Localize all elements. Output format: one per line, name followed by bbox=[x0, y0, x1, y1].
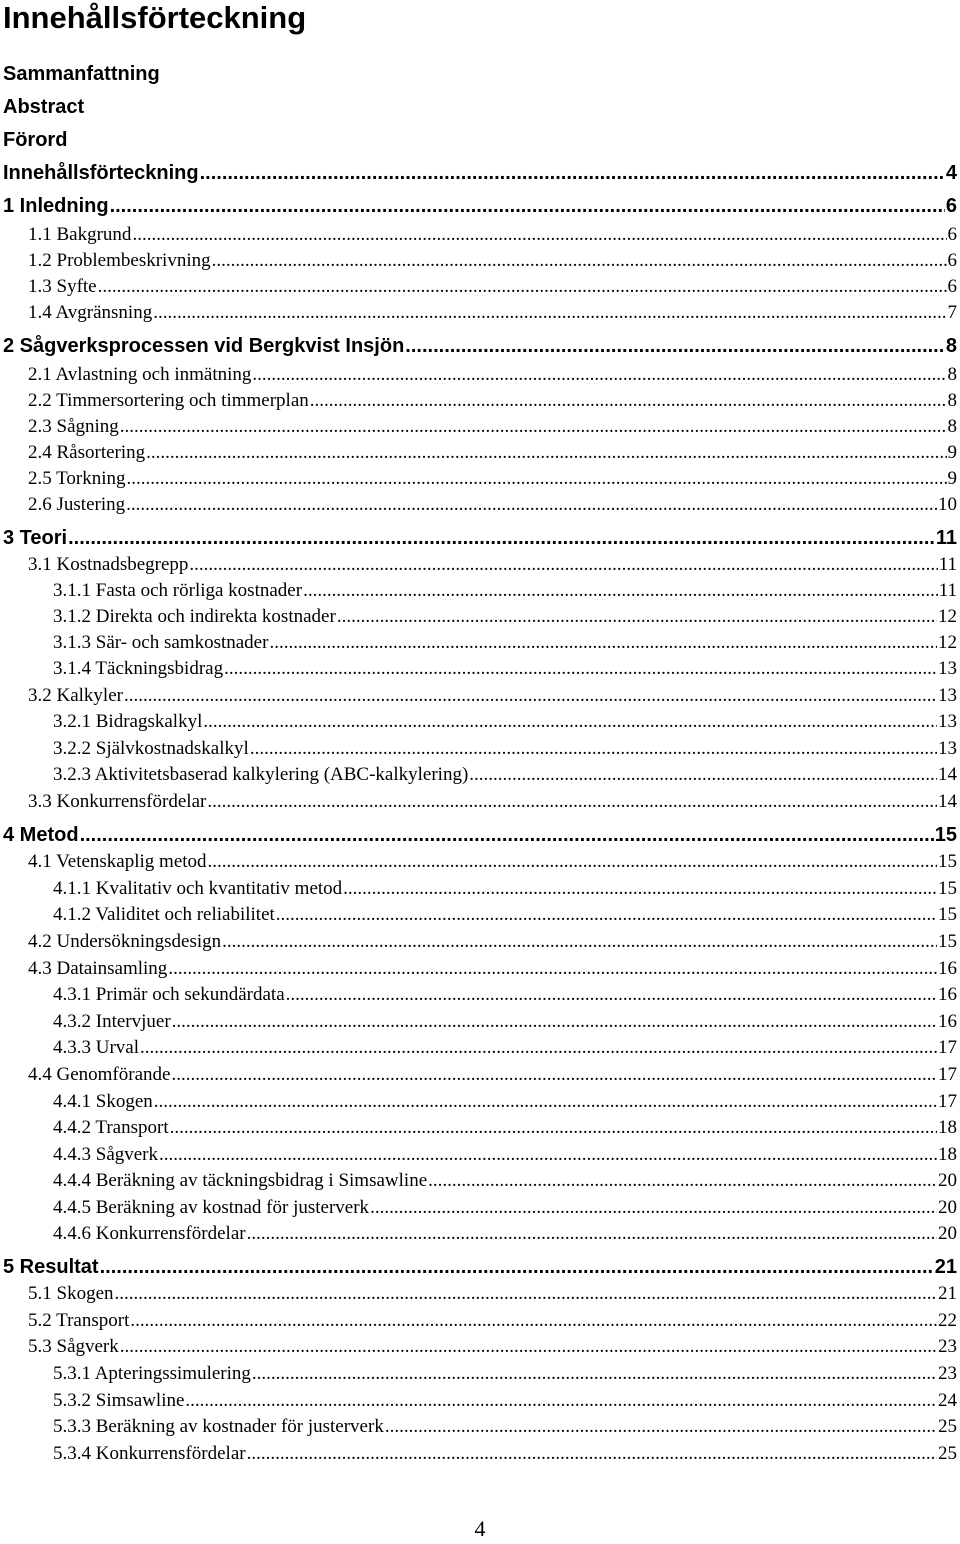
toc-entry[interactable] bbox=[0, 849, 957, 875]
toc-leader-dots bbox=[222, 929, 937, 955]
toc-leader-dots bbox=[159, 1142, 937, 1168]
toc-leader-dots bbox=[120, 414, 947, 440]
toc-entry-label: 5.3.1 Apteringssimulering bbox=[53, 1363, 251, 1384]
toc-preliminary-item[interactable]: Sammanfattning bbox=[3, 63, 160, 85]
toc-entry-page: 21 bbox=[938, 1283, 957, 1304]
toc-entry-page: 10 bbox=[938, 494, 957, 515]
toc-entry-page: 21 bbox=[934, 1256, 957, 1278]
toc-entry-page: 13 bbox=[938, 685, 957, 706]
toc-entry-label: 5.2 Transport bbox=[28, 1310, 130, 1331]
toc-leader-dots bbox=[124, 683, 937, 709]
toc-entry-page: 25 bbox=[938, 1416, 957, 1437]
toc-entry[interactable] bbox=[0, 1035, 957, 1061]
toc-entry-label: 3.1.3 Sär- och samkostnader bbox=[53, 632, 269, 653]
toc-leader-dots bbox=[428, 1168, 937, 1194]
toc-entry[interactable] bbox=[0, 1221, 957, 1247]
toc-entry[interactable] bbox=[0, 440, 957, 466]
toc-entry-label: 4.4 Genomförande bbox=[28, 1064, 171, 1085]
toc-leader-dots bbox=[132, 222, 946, 248]
toc-entry-page: 8 bbox=[947, 390, 957, 411]
toc-entry-page: 13 bbox=[938, 711, 957, 732]
toc-entry[interactable] bbox=[0, 248, 957, 274]
toc-entry-page: 13 bbox=[938, 658, 957, 679]
toc-entry[interactable] bbox=[0, 492, 957, 518]
toc-entry[interactable] bbox=[0, 630, 957, 656]
toc-entry-page: 11 bbox=[938, 554, 957, 575]
toc-entry-label: 1.4 Avgränsning bbox=[28, 302, 153, 323]
toc-entry[interactable] bbox=[0, 762, 957, 788]
toc-leader-dots bbox=[212, 248, 947, 274]
toc-entry[interactable] bbox=[0, 1115, 957, 1141]
toc-entry-page: 14 bbox=[938, 791, 957, 812]
toc-entry-page: 20 bbox=[938, 1197, 957, 1218]
toc-entry[interactable] bbox=[0, 330, 957, 362]
toc-leader-dots bbox=[172, 1009, 937, 1035]
toc-leader-dots bbox=[303, 578, 938, 604]
toc-entry-page: 6 bbox=[945, 195, 957, 217]
toc-leader-dots bbox=[247, 1441, 937, 1467]
toc-entry-label: 2.2 Timmersortering och timmerplan bbox=[28, 390, 309, 411]
toc-entry[interactable] bbox=[0, 362, 957, 388]
toc-leader-dots bbox=[224, 656, 937, 682]
toc-leader-dots bbox=[370, 1195, 937, 1221]
toc-entry-label: 1.2 Problembeskrivning bbox=[28, 250, 211, 271]
toc-entry[interactable] bbox=[0, 388, 957, 414]
toc-entry-label: Innehållsförteckning bbox=[3, 162, 199, 184]
toc-entry[interactable] bbox=[0, 222, 957, 248]
toc-entry[interactable] bbox=[0, 982, 957, 1008]
toc-entry-label: 4.3.1 Primär och sekundärdata bbox=[53, 984, 285, 1005]
toc-entry-page: 6 bbox=[947, 224, 957, 245]
toc-leader-dots bbox=[203, 709, 937, 735]
toc-leader-dots bbox=[469, 762, 937, 788]
toc-entry-label: 3.2.1 Bidragskalkyl bbox=[53, 711, 203, 732]
toc-leader-dots bbox=[252, 1361, 937, 1387]
toc-leader-dots bbox=[185, 1388, 937, 1414]
toc-entry-label: 4.4.5 Beräkning av kostnad för justerverk bbox=[53, 1197, 370, 1218]
toc-entry-page: 9 bbox=[947, 442, 957, 463]
toc-leader-dots bbox=[337, 604, 937, 630]
toc-entry[interactable] bbox=[0, 522, 957, 554]
toc-entry-label: 4.1.1 Kvalitativ och kvantitativ metod bbox=[53, 878, 343, 899]
toc-leader-dots bbox=[171, 1062, 937, 1088]
toc-entry-label: 5.3.3 Beräkning av kostnader för justerverk bbox=[53, 1416, 384, 1437]
toc-entry-page: 16 bbox=[938, 958, 957, 979]
toc-entry-page: 20 bbox=[938, 1223, 957, 1244]
toc-leader-dots bbox=[115, 1281, 938, 1307]
toc-entry[interactable] bbox=[0, 709, 957, 735]
toc-entry[interactable] bbox=[0, 1142, 957, 1168]
toc-leader-dots bbox=[310, 388, 947, 414]
toc-entry-page: 18 bbox=[938, 1117, 957, 1138]
toc-preliminary-item[interactable]: Abstract bbox=[3, 96, 85, 118]
toc-entry[interactable] bbox=[0, 1089, 957, 1115]
toc-leader-dots bbox=[110, 190, 945, 222]
toc-entry-label: 3.1 Kostnadsbegrepp bbox=[28, 554, 189, 575]
toc-leader-dots bbox=[276, 902, 937, 928]
toc-entry-page: 6 bbox=[947, 250, 957, 271]
toc-entry-label: 3.2.2 Självkostnadskalkyl bbox=[53, 738, 249, 759]
toc-entry[interactable] bbox=[0, 902, 957, 928]
toc-entry-page: 13 bbox=[938, 738, 957, 759]
toc-entry-label: 4.1 Vetenskaplig metod bbox=[28, 851, 207, 872]
toc-entry-page: 8 bbox=[947, 416, 957, 437]
toc-entry[interactable] bbox=[0, 1388, 957, 1414]
toc-entry-page: 16 bbox=[938, 1011, 957, 1032]
toc-entry-label: 3.1.2 Direkta och indirekta kostnader bbox=[53, 606, 336, 627]
toc-entry[interactable] bbox=[0, 956, 957, 982]
toc-entry-label: 4.2 Undersökningsdesign bbox=[28, 931, 222, 952]
toc-entry[interactable] bbox=[0, 274, 957, 300]
toc-leader-dots bbox=[80, 819, 934, 851]
toc-entry[interactable] bbox=[0, 819, 957, 851]
toc-entry[interactable] bbox=[0, 1168, 957, 1194]
toc-leader-dots bbox=[252, 362, 946, 388]
toc-entry-page: 20 bbox=[938, 1170, 957, 1191]
toc-entry-page: 14 bbox=[938, 764, 957, 785]
toc-entry-page: 7 bbox=[947, 302, 957, 323]
toc-entry-page: 6 bbox=[947, 276, 957, 297]
toc-entry-label: 2.6 Justering bbox=[28, 494, 126, 515]
toc-entry-page: 23 bbox=[938, 1336, 957, 1357]
toc-entry[interactable] bbox=[0, 1334, 957, 1360]
toc-leader-dots bbox=[405, 330, 945, 362]
toc-leader-dots bbox=[250, 736, 937, 762]
toc-entry-page: 22 bbox=[938, 1310, 957, 1331]
toc-preliminary-item[interactable]: Förord bbox=[3, 129, 68, 151]
toc-entry-label: 4.4.4 Beräkning av täckningsbidrag i Simsawline bbox=[53, 1170, 428, 1191]
toc-entry-label: 4 Metod bbox=[3, 824, 79, 846]
toc-entry-label: 4.1.2 Validitet och reliabilitet bbox=[53, 904, 275, 925]
toc-entry-label: 4.4.6 Konkurrensfördelar bbox=[53, 1223, 246, 1244]
toc-leader-dots bbox=[385, 1414, 937, 1440]
toc-entry[interactable] bbox=[0, 604, 957, 630]
toc-entry-label: 4.4.3 Sågverk bbox=[53, 1144, 159, 1165]
toc-leader-dots bbox=[153, 300, 946, 326]
page-title: Innehållsförteckning bbox=[3, 0, 307, 35]
toc-entry-label: 4.3 Datainsamling bbox=[28, 958, 168, 979]
toc-entry[interactable] bbox=[0, 1441, 957, 1467]
toc-entry[interactable] bbox=[0, 190, 957, 222]
toc-entry-page: 17 bbox=[938, 1037, 957, 1058]
toc-entry-page: 15 bbox=[938, 904, 957, 925]
toc-entry-page: 8 bbox=[945, 335, 957, 357]
toc-entry-label: 2.5 Torkning bbox=[28, 468, 126, 489]
toc-entry[interactable] bbox=[0, 1361, 957, 1387]
toc-entry-label: 1 Inledning bbox=[3, 195, 109, 217]
toc-entry[interactable] bbox=[0, 466, 957, 492]
toc-entry[interactable] bbox=[0, 1251, 957, 1283]
toc-entry-page: 25 bbox=[938, 1443, 957, 1464]
toc-leader-dots bbox=[140, 1035, 937, 1061]
toc-entry-label: 4.4.1 Skogen bbox=[53, 1091, 153, 1112]
toc-entry[interactable] bbox=[0, 1308, 957, 1334]
toc-entry[interactable] bbox=[0, 300, 957, 326]
toc-entry-label: 5.3.4 Konkurrensfördelar bbox=[53, 1443, 246, 1464]
toc-entry-page: 15 bbox=[938, 878, 957, 899]
toc-entry-page: 15 bbox=[938, 931, 957, 952]
toc-entry-page: 23 bbox=[938, 1363, 957, 1384]
toc-leader-dots bbox=[189, 552, 937, 578]
toc-leader-dots bbox=[207, 789, 937, 815]
toc-entry[interactable] bbox=[0, 1062, 957, 1088]
toc-entry-label: 5 Resultat bbox=[3, 1256, 99, 1278]
toc-entry-label: 5.3.2 Simsawline bbox=[53, 1390, 185, 1411]
toc-leader-dots bbox=[247, 1221, 937, 1247]
toc-leader-dots bbox=[343, 876, 937, 902]
toc-leader-dots bbox=[200, 157, 945, 189]
toc-entry[interactable] bbox=[0, 789, 957, 815]
toc-entry-page: 15 bbox=[934, 824, 957, 846]
toc-entry[interactable] bbox=[0, 578, 957, 604]
toc-entry-label: 4.3.3 Urval bbox=[53, 1037, 140, 1058]
toc-entry-label: 1.3 Syfte bbox=[28, 276, 97, 297]
toc-entry-label: 2.1 Avlastning och inmätning bbox=[28, 364, 252, 385]
toc-entry-label: 3 Teori bbox=[3, 527, 68, 549]
toc-entry[interactable] bbox=[0, 552, 957, 578]
toc-entry-page: 12 bbox=[938, 632, 957, 653]
toc-entry[interactable] bbox=[0, 1414, 957, 1440]
toc-entry-page: 8 bbox=[947, 364, 957, 385]
toc-entry[interactable] bbox=[0, 656, 957, 682]
toc-leader-dots bbox=[208, 849, 937, 875]
toc-entry-page: 18 bbox=[938, 1144, 957, 1165]
toc-entry-page: 12 bbox=[938, 606, 957, 627]
toc-entry[interactable] bbox=[0, 683, 957, 709]
toc-leader-dots bbox=[100, 1251, 934, 1283]
toc-leader-dots bbox=[120, 1334, 937, 1360]
toc-leader-dots bbox=[146, 440, 946, 466]
toc-entry-page: 24 bbox=[938, 1390, 957, 1411]
toc-leader-dots bbox=[154, 1089, 937, 1115]
toc-entry-page: 11 bbox=[938, 580, 957, 601]
toc-leader-dots bbox=[126, 492, 937, 518]
toc-leader-dots bbox=[98, 274, 947, 300]
toc-entry-label: 2.3 Sågning bbox=[28, 416, 119, 437]
toc-entry-label: 2.4 Råsortering bbox=[28, 442, 146, 463]
toc-entry[interactable] bbox=[0, 1281, 957, 1307]
toc-entry-label: 3.2.3 Aktivitetsbaserad kalkylering (ABC-kalkylering) bbox=[53, 764, 469, 785]
toc-entry-label: 5.1 Skogen bbox=[28, 1283, 114, 1304]
toc-entry-label: 4.3.2 Intervjuer bbox=[53, 1011, 171, 1032]
toc-entry-page: 11 bbox=[935, 527, 957, 549]
page-number: 4 bbox=[474, 1516, 486, 1541]
toc-entry-label: 5.3 Sågverk bbox=[28, 1336, 119, 1357]
toc-leader-dots bbox=[269, 630, 937, 656]
toc-entry-page: 17 bbox=[938, 1064, 957, 1085]
toc-leader-dots bbox=[130, 1308, 937, 1334]
toc-entry[interactable] bbox=[0, 414, 957, 440]
toc-entry-page: 17 bbox=[938, 1091, 957, 1112]
toc-entry-label: 3.1.4 Täckningsbidrag bbox=[53, 658, 224, 679]
toc-entry[interactable] bbox=[0, 929, 957, 955]
toc-entry-label: 3.1.1 Fasta och rörliga kostnader bbox=[53, 580, 303, 601]
toc-entry-page: 4 bbox=[945, 162, 957, 184]
toc-entry[interactable] bbox=[0, 157, 957, 189]
toc-leader-dots bbox=[68, 522, 935, 554]
toc-entry-label: 3.2 Kalkyler bbox=[28, 685, 123, 706]
toc-entry[interactable] bbox=[0, 1009, 957, 1035]
toc-entry-page: 15 bbox=[938, 851, 957, 872]
toc-entry-page: 9 bbox=[947, 468, 957, 489]
toc-entry-label: 4.4.2 Transport bbox=[53, 1117, 169, 1138]
toc-leader-dots bbox=[170, 1115, 937, 1141]
toc-leader-dots bbox=[286, 982, 937, 1008]
toc-entry[interactable] bbox=[0, 1195, 957, 1221]
toc-leader-dots bbox=[168, 956, 937, 982]
toc-leader-dots bbox=[127, 466, 947, 492]
toc-entry-label: 3.3 Konkurrensfördelar bbox=[28, 791, 207, 812]
toc-entry-page: 16 bbox=[938, 984, 957, 1005]
toc-entry-label: 2 Sågverksprocessen vid Bergkvist Insjön bbox=[3, 335, 405, 357]
toc-entry[interactable] bbox=[0, 876, 957, 902]
toc-entry-label: 1.1 Bakgrund bbox=[28, 224, 132, 245]
toc-entry[interactable] bbox=[0, 736, 957, 762]
